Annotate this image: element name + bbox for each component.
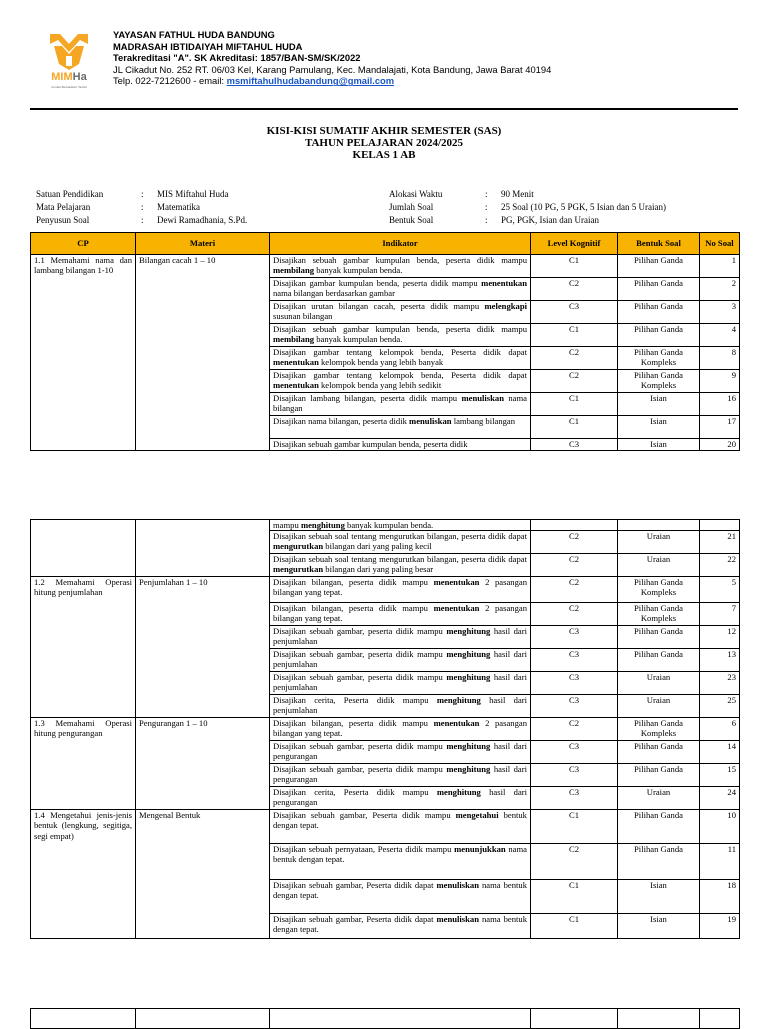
no-soal-cell: 16 xyxy=(700,393,740,416)
indikator-text: Disajikan sebuah gambar, peserta didik mampu xyxy=(273,672,447,683)
indikator-text: Disajikan sebuah gambar, peserta didik mampu xyxy=(273,626,447,637)
materi-cell: Mengenal Bentuk xyxy=(136,810,270,939)
indikator-cell xyxy=(270,278,531,301)
meta-label: Alokasi Waktu xyxy=(389,189,443,199)
email-link[interactable]: msmiftahulhudabandung@gmail.com xyxy=(226,75,395,87)
indikator-verb: menghitung xyxy=(436,695,481,706)
indikator-text: Disajikan sebuah gambar, Peserta didik dapat xyxy=(273,914,437,925)
indikator-cell xyxy=(270,347,531,370)
meta-value: PG, PGK, Isian dan Uraian xyxy=(501,215,599,225)
bentuk-cell: Pilihan Ganda xyxy=(618,255,700,278)
bentuk-cell: Uraian xyxy=(618,554,700,577)
indikator-text: hasil dari pengurangan xyxy=(273,764,527,785)
no-soal-cell: 22 xyxy=(700,554,740,577)
bentuk-cell: Isian xyxy=(618,393,700,416)
indikator-text: Disajikan lambang bilangan, peserta didik mampu xyxy=(273,393,462,403)
indikator-text: nama bilangan xyxy=(273,393,527,414)
no-soal-cell: 6 xyxy=(700,718,740,741)
bentuk-cell: Uraian xyxy=(618,531,700,554)
meta-value: 25 Soal (10 PG, 5 PGK, 5 Isian dan 5 Uraian) xyxy=(501,202,666,212)
level-cell: C1 xyxy=(531,880,618,914)
bentuk-cell: Pilihan Ganda xyxy=(618,626,700,649)
no-soal-cell: 24 xyxy=(700,787,740,810)
level-cell: C3 xyxy=(531,741,618,764)
bentuk-cell: Isian xyxy=(618,880,700,914)
indikator-cell xyxy=(270,577,531,603)
indikator-text: Disajikan bilangan, peserta didik mampu xyxy=(273,577,434,588)
level-cell: C3 xyxy=(531,626,618,649)
header-no-soal: No Soal xyxy=(700,233,740,255)
bentuk-cell: Pilihan Ganda Kompleks xyxy=(618,347,700,370)
meta-value: Matematika xyxy=(157,202,200,212)
cell-empty xyxy=(700,1009,740,1029)
no-soal-cell: 10 xyxy=(700,810,740,844)
materi-cell: Pengurangan 1 – 10 xyxy=(136,718,270,810)
meta-label: Bentuk Soal xyxy=(389,215,434,225)
meta-row xyxy=(389,215,666,226)
level-cell: C3 xyxy=(531,439,618,451)
indikator-verb: mengurutkan xyxy=(273,564,324,575)
indikator-cell xyxy=(270,531,531,554)
logo-tagline: Cerdas Berkarakter Tauhid xyxy=(51,85,87,89)
no-soal-cell: 17 xyxy=(700,416,740,439)
indikator-text: Disajikan sebuah gambar kumpulan benda, peserta didik mampu xyxy=(273,255,527,265)
indikator-text: 2 pasangan bilangan yang tepat. xyxy=(273,603,527,624)
kisi-kisi-table-part-3 xyxy=(30,1008,740,1029)
title-line-2: TAHUN PELAJARAN 2024/2025 xyxy=(304,137,464,149)
meta-row xyxy=(389,202,666,213)
indikator-cell xyxy=(270,255,531,278)
meta-value: 90 Menit xyxy=(501,189,534,199)
indikator-verb: menghitung xyxy=(446,764,491,775)
cell-empty xyxy=(618,1009,700,1029)
phone-text: Telp. 022-7212600 - email: xyxy=(113,75,227,87)
header-cp: CP xyxy=(31,233,136,255)
indikator-text: Disajikan sebuah soal tentang mengurutkan bilangan, peserta didik dapat xyxy=(273,531,527,542)
indikator-cell xyxy=(270,672,531,695)
indikator-text: banyak kumpulan benda. xyxy=(314,334,403,345)
no-soal-cell: 5 xyxy=(700,577,740,603)
bentuk-cell: Pilihan Ganda Kompleks xyxy=(618,603,700,626)
kisi-kisi-table-part-2 xyxy=(30,519,740,939)
meta-colon: : xyxy=(485,202,488,212)
indikator-text: hasil dari pengurangan xyxy=(273,787,528,808)
indikator-text: nama bentuk dengan tepat. xyxy=(273,844,527,865)
no-soal-cell: 25 xyxy=(700,695,740,718)
meta-label: Penyusun Soal xyxy=(36,215,90,225)
level-cell xyxy=(531,520,618,531)
indikator-text: bentuk dengan tepat. xyxy=(273,810,527,831)
level-cell: C1 xyxy=(531,416,618,439)
indikator-verb: membilang xyxy=(273,334,315,345)
level-cell: C3 xyxy=(531,764,618,787)
indikator-text: Disajikan gambar kumpulan benda, peserta didik mampu xyxy=(273,278,482,288)
title-line-3: KELAS 1 AB xyxy=(352,149,416,161)
indikator-text: mampu xyxy=(273,520,301,530)
meta-value: Dewi Ramadhania, S.Pd. xyxy=(157,215,248,225)
cp-cell: 1.4 Mengetahui jenis-jenis bentuk (lengkung, segitiga, segi empat) xyxy=(31,810,136,939)
meta-right xyxy=(387,187,668,228)
level-cell: C1 xyxy=(531,393,618,416)
level-cell: C2 xyxy=(531,531,618,554)
indikator-verb: menentukan xyxy=(481,278,527,288)
no-soal-cell: 14 xyxy=(700,741,740,764)
meta-row xyxy=(389,189,666,200)
indikator-text: nama bentuk dengan tepat. xyxy=(273,914,528,935)
level-cell: C3 xyxy=(531,649,618,672)
indikator-cell xyxy=(270,603,531,626)
no-soal-cell: 18 xyxy=(700,880,740,914)
indikator-verb: menentukan xyxy=(433,577,480,588)
indikator-verb: menghitung xyxy=(446,649,491,660)
level-cell: C1 xyxy=(531,255,618,278)
indikator-verb: menuliskan xyxy=(436,880,479,891)
no-soal-cell: 4 xyxy=(700,324,740,347)
indikator-verb: mengetahui xyxy=(455,810,499,821)
indikator-text: kelompok benda yang lebih banyak xyxy=(318,357,444,368)
meta-colon: : xyxy=(485,189,488,199)
indikator-verb: menentukan xyxy=(273,380,319,391)
no-soal-cell: 7 xyxy=(700,603,740,626)
indikator-cell xyxy=(270,914,531,939)
indikator-cell xyxy=(270,520,531,531)
indikator-verb: membilang xyxy=(273,265,315,276)
meta-colon: : xyxy=(141,202,144,212)
bentuk-cell: Pilihan Ganda xyxy=(618,649,700,672)
no-soal-cell: 13 xyxy=(700,649,740,672)
indikator-cell xyxy=(270,844,531,880)
indikator-text: banyak kumpulan benda. xyxy=(314,265,403,276)
meta-label: Jumlah Soal xyxy=(389,202,434,212)
table-row xyxy=(31,577,740,603)
indikator-text: Disajikan sebuah gambar, peserta didik mampu xyxy=(273,764,447,775)
indikator-verb: menuliskan xyxy=(436,914,479,925)
materi-cell: Penjumlahan 1 – 10 xyxy=(136,577,270,718)
indikator-text: banyak kumpulan benda. xyxy=(344,520,434,530)
level-cell: C2 xyxy=(531,278,618,301)
contact-line xyxy=(113,75,551,87)
letterhead-divider xyxy=(30,108,738,110)
indikator-verb: mengurutkan xyxy=(273,541,324,552)
bentuk-cell: Pilihan Ganda xyxy=(618,844,700,880)
indikator-cell xyxy=(270,416,531,439)
cp-cell: 1.1 Memahami nama dan lambang bilangan 1-10 xyxy=(31,255,136,451)
indikator-text: Disajikan gambar tentang kelompok benda, Peserta didik dapat xyxy=(273,370,527,380)
no-soal-cell: 23 xyxy=(700,672,740,695)
indikator-cell xyxy=(270,626,531,649)
indikator-text: Disajikan bilangan, peserta didik mampu xyxy=(273,603,434,614)
school-logo xyxy=(44,30,94,92)
title-line-1: KISI-KISI SUMATIF AKHIR SEMESTER (SAS) xyxy=(266,125,502,137)
table-row xyxy=(31,1009,740,1029)
table-row xyxy=(31,718,740,741)
indikator-text: Disajikan sebuah pernyataan, Peserta didik mampu xyxy=(273,844,455,855)
kisi-kisi-table-part-1 xyxy=(30,232,740,451)
header-level: Level Kognitif xyxy=(531,233,618,255)
bentuk-cell: Uraian xyxy=(618,695,700,718)
no-soal-cell: 9 xyxy=(700,370,740,393)
header-indikator: Indikator xyxy=(270,233,531,255)
indikator-text: Disajikan urutan bilangan cacah, peserta didik mampu xyxy=(273,301,485,311)
indikator-text: kelompok benda yang lebih sedikit xyxy=(318,380,442,391)
bentuk-cell: Uraian xyxy=(618,787,700,810)
school-name: MADRASAH IBTIDAIYAH MIFTAHUL HUDA xyxy=(113,40,303,52)
indikator-verb: menghitung xyxy=(446,672,491,683)
no-soal-cell: 3 xyxy=(700,301,740,324)
meta-row xyxy=(36,202,247,213)
indikator-text: Disajikan sebuah gambar, Peserta didik mampu xyxy=(273,810,456,821)
level-cell: C2 xyxy=(531,554,618,577)
table-header-row xyxy=(31,233,740,255)
indikator-verb: menuliskan xyxy=(409,416,452,426)
meta-label: Satuan Pendidikan xyxy=(36,189,104,199)
level-cell: C2 xyxy=(531,370,618,393)
bentuk-cell: Pilihan Ganda Kompleks xyxy=(618,718,700,741)
indikator-text: hasil dari pengurangan xyxy=(273,741,527,762)
meta-colon: : xyxy=(485,215,488,225)
header-materi: Materi xyxy=(136,233,270,255)
no-soal-cell: 8 xyxy=(700,347,740,370)
bentuk-cell: Pilihan Ganda xyxy=(618,278,700,301)
bentuk-cell: Pilihan Ganda Kompleks xyxy=(618,577,700,603)
meta-row xyxy=(36,189,247,200)
no-soal-cell: 21 xyxy=(700,531,740,554)
indikator-cell xyxy=(270,554,531,577)
indikator-text: hasil dari penjumlahan xyxy=(273,626,527,647)
bentuk-cell: Pilihan Ganda xyxy=(618,301,700,324)
cp-cell: 1.2 Memahami Operasi hitung penjumlahan xyxy=(31,577,136,718)
indikator-text: bilangan dari yang paling besar xyxy=(323,564,434,575)
indikator-cell xyxy=(270,439,531,451)
foundation-name: YAYASAN FATHUL HUDA BANDUNG xyxy=(113,29,275,40)
letterhead xyxy=(113,29,551,87)
indikator-verb: menghitung xyxy=(300,520,345,530)
level-cell: C3 xyxy=(531,787,618,810)
indikator-verb: menentukan xyxy=(433,718,480,729)
address: JL Cikadut No. 252 RT. 06/03 Kel, Karang Pamulang, Kec. Mandalajati, Kota Bandung, Jawa Barat 40194 xyxy=(113,63,552,75)
indikator-text: Disajikan bilangan, peserta didik mampu xyxy=(273,718,434,729)
level-cell: C2 xyxy=(531,718,618,741)
cp-cell: 1.3 Memahami Operasi hitung pengurangan xyxy=(31,718,136,810)
level-cell: C1 xyxy=(531,810,618,844)
level-cell: C2 xyxy=(531,603,618,626)
indikator-text: Disajikan gambar tentang kelompok benda, Peserta didik dapat xyxy=(273,347,527,357)
indikator-cell xyxy=(270,810,531,844)
materi-cell: Bilangan cacah 1 – 10 xyxy=(136,255,270,451)
indikator-cell xyxy=(270,370,531,393)
indikator-cell xyxy=(270,718,531,741)
materi-cell xyxy=(136,520,270,577)
indikator-text: susunan bilangan xyxy=(273,311,333,322)
indikator-cell xyxy=(270,393,531,416)
no-soal-cell xyxy=(700,520,740,531)
indikator-text: hasil dari penjumlahan xyxy=(273,649,527,670)
indikator-verb: menentukan xyxy=(273,357,319,368)
bentuk-cell: Pilihan Ganda xyxy=(618,764,700,787)
table-row xyxy=(31,810,740,844)
bentuk-cell: Uraian xyxy=(618,672,700,695)
meta-label: Mata Pelajaran xyxy=(36,202,91,212)
indikator-cell xyxy=(270,649,531,672)
bentuk-cell: Pilihan Ganda Kompleks xyxy=(618,370,700,393)
bentuk-cell xyxy=(618,520,700,531)
indikator-verb: menghitung xyxy=(436,787,481,798)
indikator-text: Disajikan sebuah gambar, Peserta didik dapat xyxy=(273,880,437,891)
cell-empty xyxy=(270,1009,531,1029)
indikator-text: Disajikan sebuah gambar, peserta didik mampu xyxy=(273,649,447,660)
level-cell: C2 xyxy=(531,577,618,603)
no-soal-cell: 20 xyxy=(700,439,740,451)
bentuk-cell: Pilihan Ganda xyxy=(618,324,700,347)
meta-colon: : xyxy=(141,215,144,225)
meta-colon: : xyxy=(141,189,144,199)
indikator-text: Disajikan cerita, Peserta didik mampu xyxy=(273,695,437,706)
level-cell: C3 xyxy=(531,672,618,695)
meta-row xyxy=(36,215,247,226)
indikator-text: 2 pasangan bilangan yang tepat. xyxy=(273,577,527,598)
indikator-verb: menghitung xyxy=(446,741,491,752)
indikator-cell xyxy=(270,301,531,324)
indikator-cell xyxy=(270,787,531,810)
bentuk-cell: Isian xyxy=(618,416,700,439)
indikator-text: Disajikan sebuah gambar, peserta didik mampu xyxy=(273,741,447,752)
no-soal-cell: 19 xyxy=(700,914,740,939)
indikator-text: lambang bilangan xyxy=(451,416,516,426)
level-cell: C3 xyxy=(531,301,618,324)
indikator-verb: menuliskan xyxy=(461,393,504,403)
meta-left xyxy=(34,187,249,228)
indikator-text: nama bilangan berdasarkan gambar xyxy=(273,288,395,299)
indikator-verb: menunjukkan xyxy=(454,844,506,855)
level-cell: C1 xyxy=(531,914,618,939)
indikator-text: Disajikan nama bilangan, peserta didik xyxy=(273,416,410,426)
indikator-text: 2 pasangan bilangan yang tepat. xyxy=(273,718,527,739)
bentuk-cell: Pilihan Ganda xyxy=(618,810,700,844)
no-soal-cell: 11 xyxy=(700,844,740,880)
level-cell: C3 xyxy=(531,695,618,718)
indikator-text: Disajikan cerita, Peserta didik mampu xyxy=(273,787,437,798)
bentuk-cell: Isian xyxy=(618,914,700,939)
indikator-text: hasil dari penjumlahan xyxy=(273,695,528,716)
table-row xyxy=(31,255,740,278)
bentuk-cell: Isian xyxy=(618,439,700,451)
indikator-text: Disajikan sebuah gambar kumpulan benda, peserta didik mampu xyxy=(273,324,527,334)
header-bentuk: Bentuk Soal xyxy=(618,233,700,255)
accreditation: Terakreditasi "A". SK Akreditasi: 1857/BAN-SM/SK/2022 xyxy=(113,52,361,64)
indikator-text: nama bentuk dengan tepat. xyxy=(273,880,528,901)
indikator-cell xyxy=(270,695,531,718)
indikator-text: Disajikan sebuah gambar kumpulan benda, peserta didik xyxy=(273,439,468,449)
no-soal-cell: 1 xyxy=(700,255,740,278)
no-soal-cell: 12 xyxy=(700,626,740,649)
level-cell: C1 xyxy=(531,324,618,347)
bentuk-cell: Pilihan Ganda xyxy=(618,741,700,764)
cell-empty xyxy=(136,1009,270,1029)
indikator-cell xyxy=(270,764,531,787)
indikator-text: Disajikan sebuah soal tentang mengurutkan bilangan, peserta didik dapat xyxy=(273,554,527,565)
meta-value: MIS Miftahul Huda xyxy=(157,189,229,199)
indikator-cell xyxy=(270,324,531,347)
level-cell: C2 xyxy=(531,844,618,880)
logo-wordmark: MIMHa xyxy=(51,71,87,83)
indikator-text: bilangan dari yang paling kecil xyxy=(323,541,432,552)
cp-cell xyxy=(31,520,136,577)
indikator-cell xyxy=(270,880,531,914)
indikator-cell xyxy=(270,741,531,764)
cell-empty xyxy=(31,1009,136,1029)
table-row xyxy=(31,520,740,531)
cell-empty xyxy=(531,1009,618,1029)
indikator-verb: melengkapi xyxy=(484,301,527,311)
indikator-verb: menentukan xyxy=(433,603,480,614)
no-soal-cell: 15 xyxy=(700,764,740,787)
no-soal-cell: 2 xyxy=(700,278,740,301)
indikator-text: hasil dari penjumlahan xyxy=(273,672,527,693)
level-cell: C2 xyxy=(531,347,618,370)
indikator-verb: menghitung xyxy=(446,626,491,637)
document-title xyxy=(0,125,768,161)
